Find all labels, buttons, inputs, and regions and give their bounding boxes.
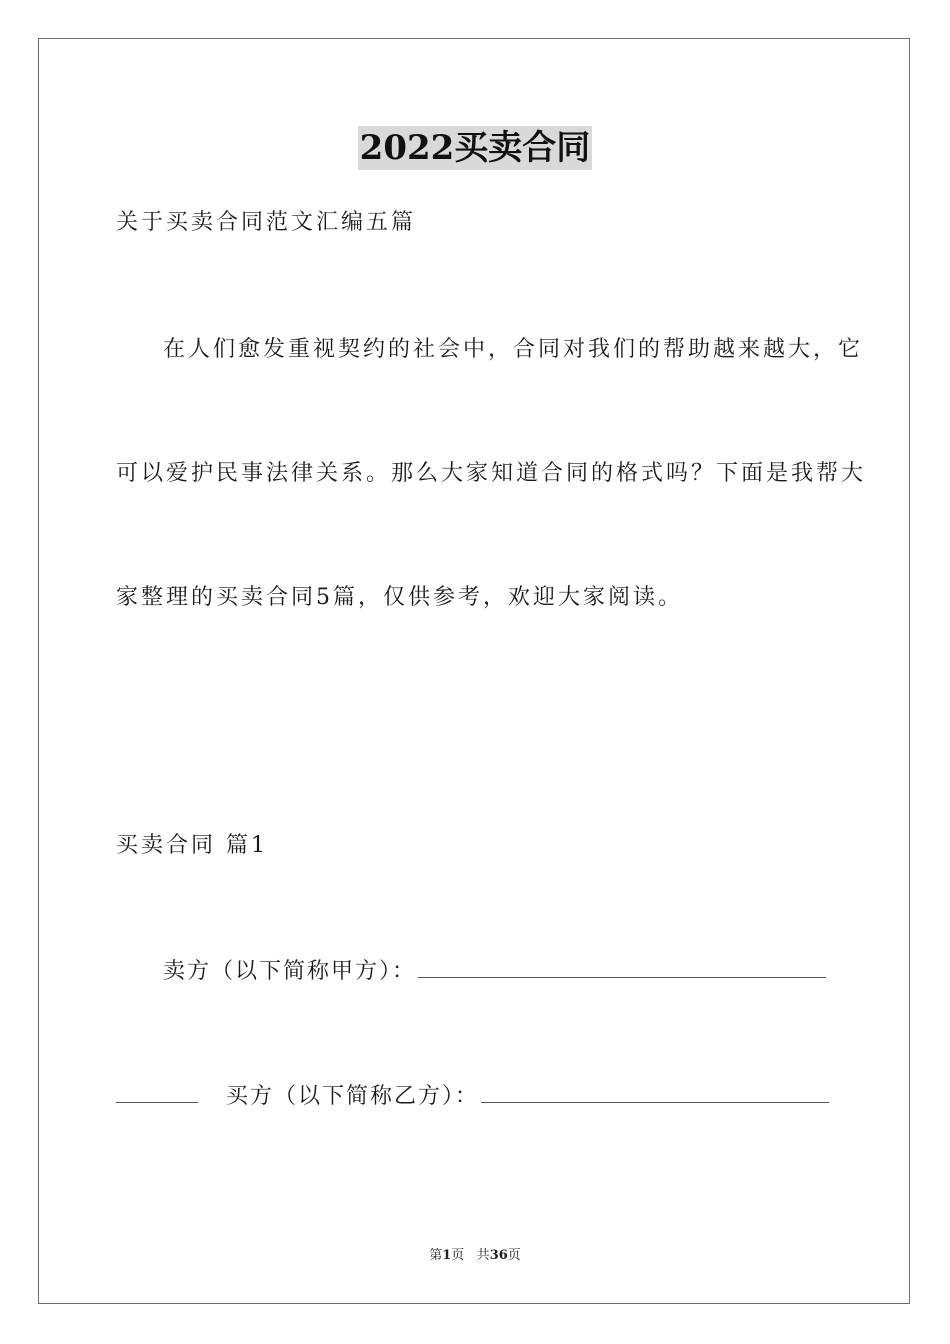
intro-line-2: 可以爱护民事法律关系。那么大家知道合同的格式吗？下面是我帮大 — [116, 461, 867, 486]
seller-row — [163, 955, 826, 988]
document-title: 2022买卖合同 — [359, 128, 591, 168]
footer-prefix: 第 — [429, 1248, 443, 1263]
document-subtitle: 关于买卖合同范文汇编五篇 — [116, 210, 417, 235]
seller-name-continuation-field[interactable] — [116, 1080, 198, 1103]
footer-total-unit: 页 — [507, 1248, 521, 1263]
buyer-name-field[interactable] — [481, 1080, 829, 1103]
current-page-number: 1 — [442, 1248, 452, 1263]
footer-total-prefix: 共 — [476, 1248, 490, 1263]
intro-line-3: 家整理的买卖合同5篇，仅供参考，欢迎大家阅读。 — [116, 585, 683, 610]
page-footer — [0, 1246, 950, 1266]
intro-line-1: 在人们愈发重视契约的社会中，合同对我们的帮助越来越大，它 — [163, 337, 864, 362]
buyer-label: 买方（以下简称乙方）： — [226, 1084, 480, 1109]
buyer-row — [116, 1080, 829, 1113]
title-container — [0, 126, 950, 170]
seller-name-field[interactable] — [418, 955, 826, 978]
total-pages-number: 36 — [489, 1248, 508, 1263]
footer-page-unit: 页 — [451, 1248, 465, 1263]
section-heading: 买卖合同 篇1 — [116, 833, 268, 858]
seller-label: 卖方（以下简称甲方）： — [163, 959, 417, 984]
